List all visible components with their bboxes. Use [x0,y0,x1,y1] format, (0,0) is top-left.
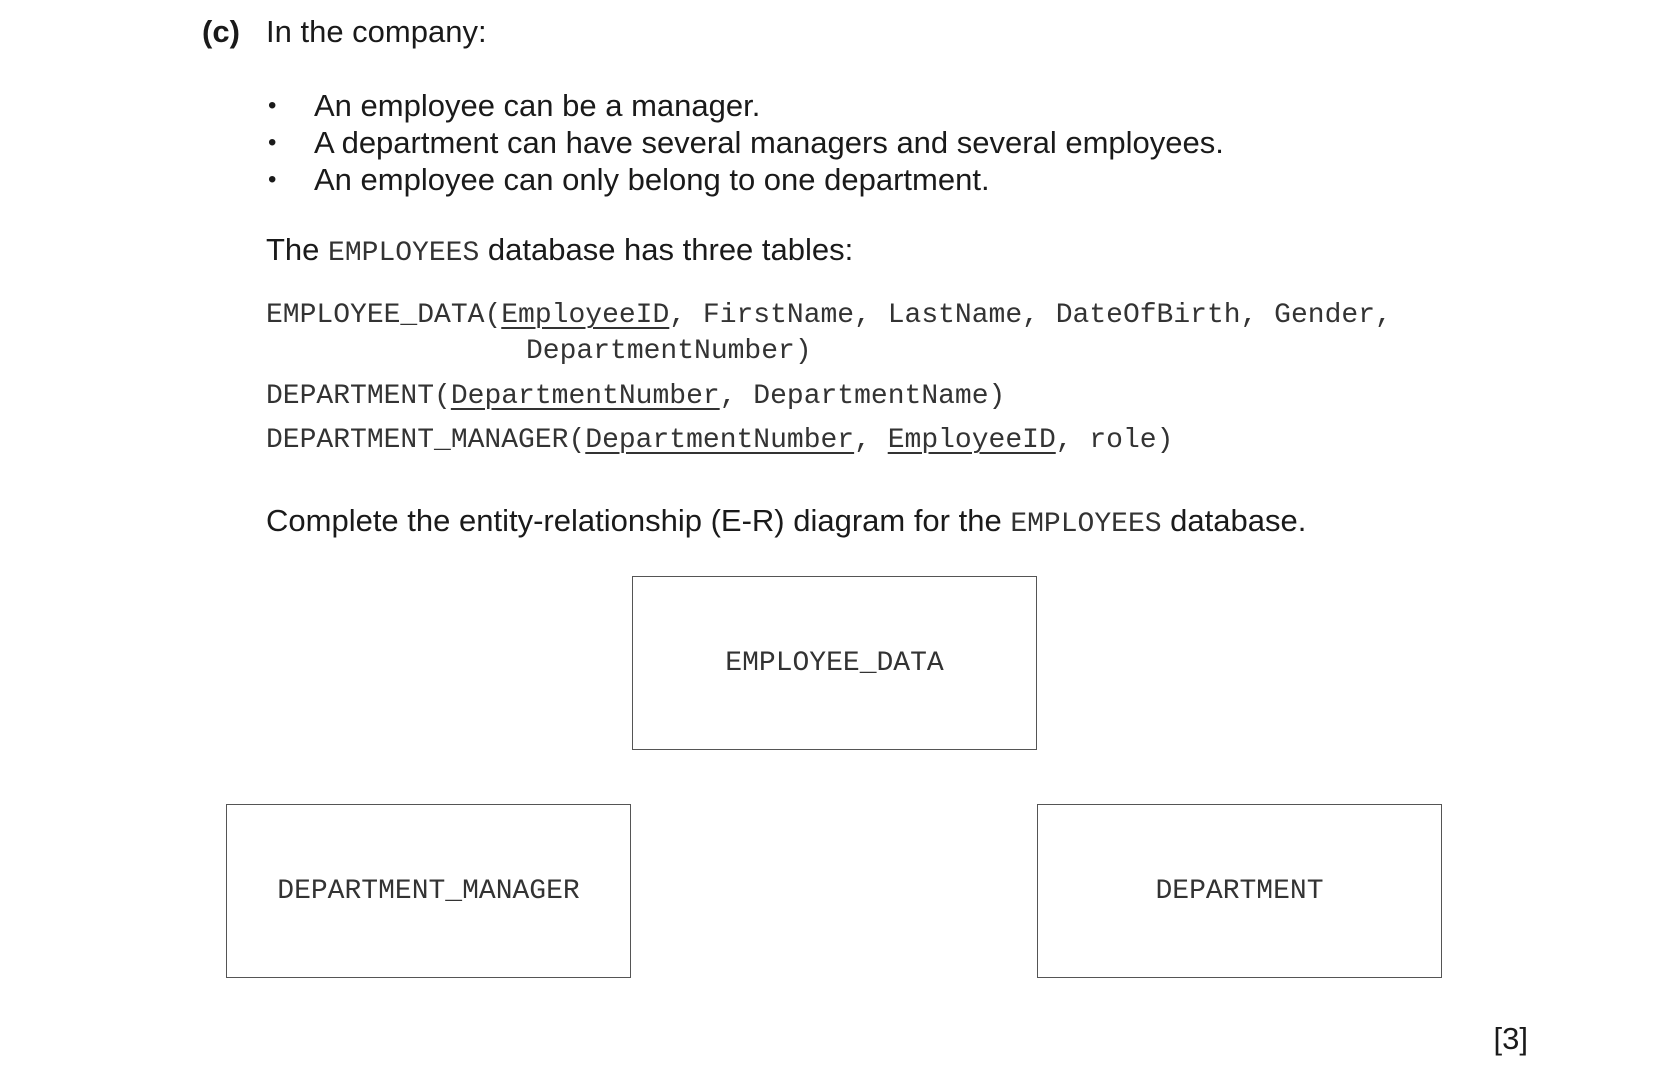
tables-intro: The EMPLOYEES database has three tables: [266,232,854,269]
primary-key: DepartmentNumber [585,425,855,456]
bullet-icon: • [268,92,277,119]
entity-label: DEPARTMENT [1155,875,1324,907]
list-item: • A department can have several managers and several employees. [268,125,1224,160]
entity-box-department-manager [226,804,631,978]
entity-box-employee-data [632,576,1037,750]
bullet-icon: • [268,129,277,156]
intro-text: In the company: [266,14,487,49]
marks-label: [3] [1493,1021,1528,1056]
database-name: EMPLOYEES [328,238,480,269]
part-label: (c) [202,14,240,49]
entity-label: DEPARTMENT_MANAGER [277,875,580,907]
list-item: • An employee can only belong to one department. [268,162,990,197]
primary-key: EmployeeID [501,300,670,331]
primary-key: EmployeeID [887,425,1056,456]
database-name: EMPLOYEES [1010,509,1162,540]
entity-box-department [1037,804,1442,978]
instruction-text: Complete the entity-relationship (E-R) diagram for the EMPLOYEES database. [266,503,1307,540]
list-item: • An employee can be a manager. [268,88,761,123]
schema-department-manager: DEPARTMENT_MANAGER(DepartmentNumber, EmployeeID, role) [266,425,1174,456]
rules-list [266,87,1224,198]
schema-department: DEPARTMENT(DepartmentNumber, DepartmentName) [266,381,1006,412]
entity-label: EMPLOYEE_DATA [725,647,944,679]
bullet-icon: • [268,166,277,193]
primary-key: DepartmentNumber [450,381,720,412]
schema-employee-data-continued: DepartmentNumber) [526,336,812,367]
schema-employee-data: EMPLOYEE_DATA(EmployeeID, FirstName, LastName, DateOfBirth, Gender, [266,300,1392,331]
